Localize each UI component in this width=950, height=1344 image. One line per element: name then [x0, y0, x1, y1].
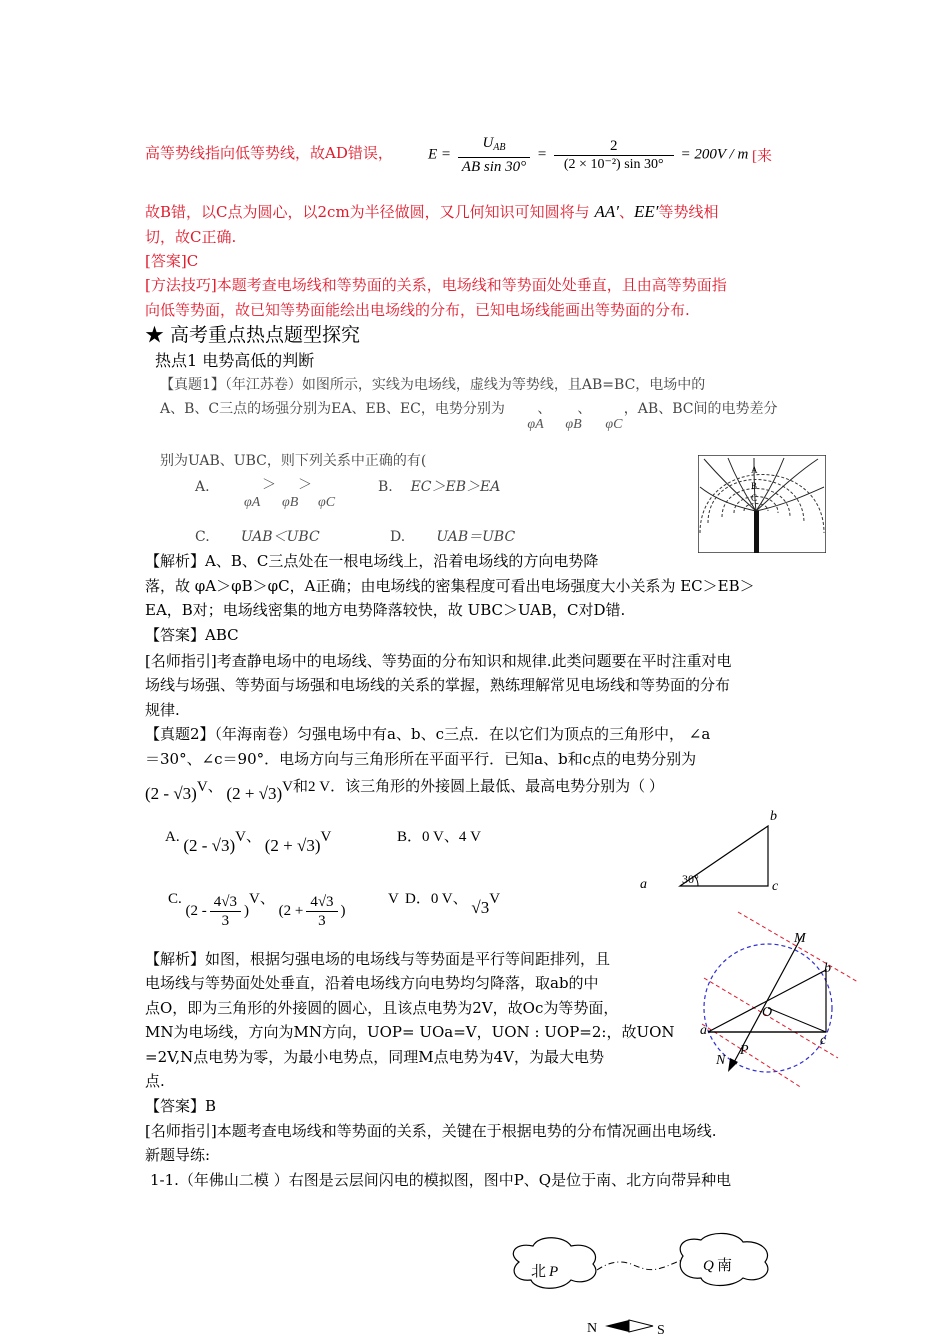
question-text-line: 别为UAB、UBC，则下列关系中正确的有(: [160, 453, 427, 469]
equation-fraction-1: $\frac{U_{AB}}{\text{AB sin 30°}}$: [458, 134, 530, 176]
option-a: A. (2 - √3)V、 (2 + √3)V: [165, 829, 332, 855]
option-c: C. (2 - $\frac{4√3}{3}$ )V、 (2 + $\frac{4√3}{3}$ ): [168, 891, 346, 929]
solution-text-line: 落，故 φA＞φB＞φC，A正确；由电场线的密集程度可看出电场强度大小关系为 EC＞EB＞: [145, 577, 755, 595]
north-label: 北: [531, 1264, 547, 1280]
teacher-guide-line: [名师指引]本题考查电场线和等势面的关系，关键在于根据电势的分布情况画出电场线.: [145, 1122, 717, 1140]
question-text-line: (2 - √3)V、 (2 + √3)V和2 V．该三角形的外接圆上最低、最高电势分别为（ ）: [145, 779, 664, 803]
lightning-clouds-figure: [505, 1232, 785, 1344]
field-point-label: C: [751, 493, 758, 503]
solution-text-line: 故B错，以C点为圆心，以2cm为半径做圆，又几何知识可知圆将与 AA′、EE′等势线相: [145, 202, 719, 221]
option-c-unit: V: [388, 891, 399, 907]
option-b: B. EC＞EB＞EA: [378, 479, 501, 495]
solution-text-line: EA，B对；电场线密集的地方电势降落较快，故 UBC＞UAB，C对D错.: [145, 601, 626, 619]
teacher-guide-line: [名师指引]考查静电场中的电场线、等势面的分布知识和规律.此类问题要在平时注重对电: [145, 652, 732, 670]
vertex-label-c: c: [772, 879, 779, 894]
teacher-guide-line: 场线与场强、等势面与场强和电场线的关系的掌握，熟练理解常见电场线和等势面的分布: [145, 676, 731, 694]
point-label-b: b: [824, 961, 831, 976]
point-label-p: P: [740, 1043, 749, 1058]
vertex-label-a: a: [640, 877, 647, 892]
solution-text-line: 切，故C正确.: [145, 228, 237, 246]
hotspot-heading: 热点1 电势高低的判断: [155, 351, 315, 370]
field-equation: E = $\frac{U_{AB}}{\text{AB sin 30°}}$ = $\frac{2}{\text{(2 × 10⁻²) sin 30°}}$ = 200V / m [来: [428, 135, 773, 175]
new-exercise-heading: 新题导练:: [145, 1146, 211, 1164]
field-point-label: A: [751, 465, 758, 475]
solution-text-line: 电场线与等势面处处垂直，沿着电场线方向电势均匀降落，取ab的中: [145, 974, 599, 992]
question-text-line: 【真题2】（年海南卷）匀强电场中有a、b、c三点．在以它们为顶点的三角形中， ∠a: [145, 725, 711, 743]
option-c: C. UAB＜UBC: [195, 529, 320, 545]
compass-s-label: S: [657, 1323, 665, 1338]
method-tip-line: 向低等势面，故已知等势面能绘出电场线的分布，已知电场线能画出等势面的分布.: [145, 301, 690, 319]
section-title: ★ 高考重点热点题型探究: [145, 324, 361, 346]
question-text-line: 1-1.（年佛山二模 ）右图是云层间闪电的模拟图，图中P、Q是位于南、北方向带异种电: [150, 1171, 732, 1189]
point-label-n: N: [716, 1053, 726, 1068]
field-point-label: B: [751, 481, 758, 491]
teacher-guide-line: 规律.: [145, 701, 180, 719]
answer-line: 【答案】B: [145, 1097, 217, 1115]
solution-text-line: 点.: [145, 1072, 165, 1090]
solution-text-line: 【解析】如图，根据匀强电场的电场线与等势面是平行等间距排列，且: [145, 950, 611, 968]
answer-line: 【答案】ABC: [145, 626, 239, 644]
vertex-label-b: b: [770, 809, 777, 824]
answer-line: [答案]C: [145, 252, 199, 270]
equation-fraction-2: $\frac{2}{\text{(2 × 10⁻²) sin 30°}}$: [554, 137, 674, 174]
cloud-q-label: Q: [703, 1258, 714, 1274]
question-text-line: 【真题1】（年江苏卷）如图所示，实线为电场线，虚线为等势线，且AB=BC，电场中的: [160, 377, 706, 393]
field-lines-figure: [698, 455, 826, 553]
point-label-a: a: [700, 1023, 707, 1038]
point-label-o: O: [762, 1005, 773, 1020]
point-label-c: c: [820, 1033, 827, 1048]
method-tip-line: [方法技巧]本题考查电场线和等势面的关系，电场线和等势面处处垂直，且由高等势面指: [145, 276, 727, 294]
solution-text-line: 【解析】A、B、C三点处在一根电场线上，沿着电场线的方向电势降: [145, 552, 599, 570]
circumcircle-figure: [698, 908, 862, 1096]
solution-text-line: 点O，即为三角形的外接圆的圆心，且该点电势为2V，故Oc为等势面，: [145, 999, 619, 1017]
option-d: D. UAB＝UBC: [390, 529, 516, 545]
point-label-m: M: [794, 931, 806, 946]
solution-text-line: 高等势线指向低等势线，故AD错误，: [145, 144, 393, 162]
angle-label: 30°: [682, 872, 699, 886]
solution-text-line: MN为电场线，方向为MN方向，UOP= UOa=V，UON : UOP=2:，故UON: [145, 1023, 675, 1041]
option-d: D．0 V、 √3V: [405, 891, 501, 917]
option-b: B．0 V、4 V: [397, 829, 481, 845]
solution-text-line: =2V,N点电势为零，为最小电势点，同理M点电势为4V，为最大电势: [145, 1048, 604, 1066]
option-a: A. ＞ ＞ φA φB φC: [195, 477, 336, 510]
question-text-line: ＝30°、∠c＝90°．电场方向与三角形所在平面平行．已知a、b和c点的电势分别为: [145, 750, 697, 768]
potential-symbols: φA 、 φB 、 φC: [527, 401, 623, 432]
question-text-line: A、B、C三点的场强分别为EA、EB、EC，电势分别为 φA 、 φB 、 φC ，AB、BC间的电势差分: [160, 398, 777, 420]
cloud-p-label: P: [549, 1264, 559, 1280]
south-label: 南: [717, 1258, 733, 1274]
compass-n-label: N: [587, 1321, 598, 1336]
triangle-figure: [636, 806, 796, 902]
